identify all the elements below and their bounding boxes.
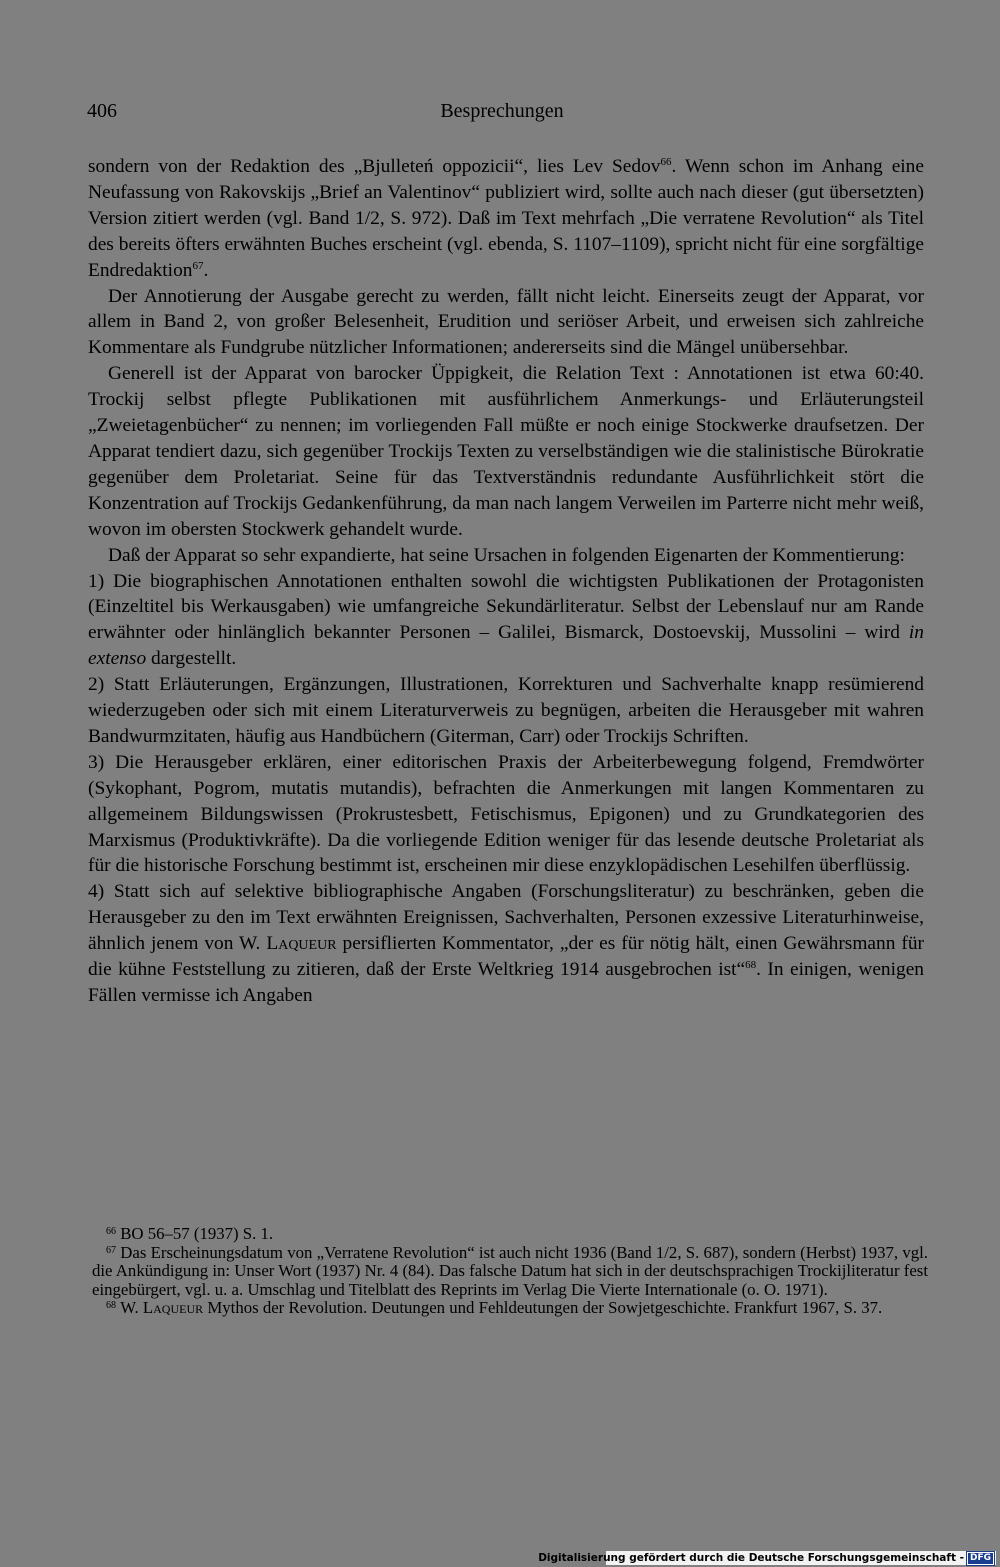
paragraph-2: Der Annotierung der Ausgabe gerecht zu werden, fällt nicht leicht. Einerseits zeugt der Apparat, vor allem in Band 2, von großer Belesenheit, Erudition und seriöser Arbeit, und erweisen sich zahlreiche Kommentare als Fundgrube nützlicher Informationen; andererseits sind die Mängel unübersehbar.: [88, 285, 924, 359]
list-item-1-text-a: 1) Die biographischen Annotationen enthalten sowohl die wichtigsten Publikationen der Protagonisten (Einzeltitel bis Werkausgaben) wie umfangreiche Sekundärliteratur. Selbst der Lebenslauf nur am Rande erwähnter oder hinlänglich bekannter Personen – Galilei, Bismarck, Dostoevskij, Mussolini – wird: [88, 570, 924, 644]
list-item-4-text-b: persiflierten Kommentator, „der es für nötig hält, einen Gewährsmann für die kühne Feststellung zu zitieren, daß der Erste Weltkrieg 1914 ausgebrochen ist“: [88, 933, 924, 981]
digitization-credit: [538, 1551, 996, 1565]
paragraph-1-text-b: . Wenn schon im Anhang eine Neufassung von Rakovskijs „Brief an Valentinov“ publiziert wird, sollte auch nach dieser (gut übersetzten) Version zitiert werden (vgl. Band 1/2, S. 972). Daß im Text mehrfach „Die verratene Revolution“ als Titel des bereits öfters erwähnten Buches erscheint (vgl. ebenda, S. 1107–1109), spricht nicht für eine sorgfältige Endredaktion: [88, 156, 924, 281]
footnote-number: 67: [106, 1244, 116, 1256]
footnote-ref-68[interactable]: 68: [745, 959, 757, 972]
footnote-text: BO 56–57 (1937) S. 1.: [120, 1224, 274, 1243]
list-item-4-text-c: . In einigen, wenigen Fällen vermisse ich Angaben: [88, 959, 925, 1006]
footnotes: [92, 1225, 928, 1318]
paragraph-1: [88, 154, 924, 284]
dfg-logo-icon: DFG: [967, 1552, 994, 1565]
paragraph-1-text-a: sondern von der Redaktion des „Bjulleteń oppozicii“, lies Lev Sedov: [88, 156, 661, 177]
list-item-4-text-a: 4) Statt sich auf selektive bibliographische Angaben (Forschungsliteratur) zu beschränken, geben die Herausgeber zu den im Text erwähnten Ereignissen, Sachverhalten, Personen exzessive Literaturhinweise, ähnlich jenem von W.: [88, 881, 924, 955]
credit-text: Digitalisierung gefördert durch die Deutsche Forschungsgemeinschaft -: [538, 1552, 964, 1564]
footnote-67: [92, 1244, 928, 1300]
main-text: [88, 154, 924, 1009]
footnote-number: 68: [106, 1300, 116, 1312]
author-name: Laqueur: [266, 933, 337, 955]
paragraph-1-end: .: [203, 259, 209, 281]
footnote-text: Das Erscheinungsdatum von „Verratene Revolution“ ist auch nicht 1936 (Band 1/2, S. 687), sondern (Herbst) 1937, vgl. die Ankündigung in: Unser Wort (1937) Nr. 4 (84). Das falsche Datum hat sich in der deutschsprachigen Trockijliteratur fest eingebürgert, vgl. u. a. Umschlag und Titelblatt des Reprints im Verlag Die Vierte Internationale (o. O. 1971).: [92, 1242, 928, 1299]
footnote-author: W. Laqueur: [120, 1298, 204, 1318]
paragraph-4: Daß der Apparat so sehr expandierte, hat seine Ursachen in folgenden Eigenarten der Kommentierung:: [108, 544, 905, 566]
footnote-66: [92, 1225, 928, 1244]
footnote-number: 66: [106, 1226, 116, 1237]
footnote-text: Mythos der Revolution. Deutungen und Fehldeutungen der Sowjetgeschichte. Frankfurt 1967, S. 37.: [207, 1298, 883, 1318]
page-number: 406: [87, 100, 117, 122]
footnote-ref-67[interactable]: 67: [192, 259, 204, 272]
paragraph-3: Generell ist der Apparat von barocker Üppigkeit, die Relation Text : Annotationen ist etwa 60:40. Trockij selbst pflegte Publikationen mit ausführlichem Anmerkungs- und Erläuterungsteil „Zweietagenbücher“ zu nennen; im vorliegenden Fall müßte er noch einige Stockwerke draufsetzen. Der Apparat tendiert dazu, sich gegenüber Trockijs Texten zu verselbständigen wie die stalinistische Bürokratie gegenüber dem Proletariat. Seine für das Textverständnis redundante Ausführlichkeit stört die Konzentration auf Trockijs Gedankenführung, da man nach langem Verweilen im Parterre nicht mehr weiß, wovon im obersten Stockwerk gehandelt wurde.: [88, 363, 924, 540]
list-item-4: [88, 879, 924, 1009]
list-item-2: 2) Statt Erläuterungen, Ergänzungen, Illustrationen, Korrekturen und Sachverhalte knapp resümierend wiederzugeben oder sich mit einem Literaturverweis zu begnügen, arbeiten die Herausgeber mit wahren Bandwurmzitaten, häufig aus Handbüchern (Giterman, Carr) oder Trockijs Schriften.: [88, 674, 924, 747]
list-item-1: [88, 569, 924, 673]
footnote-ref-66[interactable]: 66: [660, 156, 672, 168]
list-item-1-text-b: dargestellt.: [151, 648, 237, 670]
italic-phrase: in extenso: [88, 622, 924, 670]
running-title: Besprechungen: [440, 100, 564, 122]
list-item-3: 3) Die Herausgeber erklären, einer editorischen Praxis der Arbeiterbewegung folgend, Fremdwörter (Sykophant, Pogrom, mutatis mutandis), befrachten die Anmerkungen mit langen Kommentaren zu allgemeinem Bildungswissen (Prokrustesbett, Fetischismus, Epigonen) und zu Grundkategorien des Marxismus (Produktivkräfte). Da die vorliegende Edition weniger für das lesende deutsche Proletariat als für die historische Forschung bestimmt ist, erscheinen mir diese enzyklopädischen Lesehilfen überflüssig.: [88, 751, 924, 877]
footnote-68: [92, 1299, 928, 1318]
